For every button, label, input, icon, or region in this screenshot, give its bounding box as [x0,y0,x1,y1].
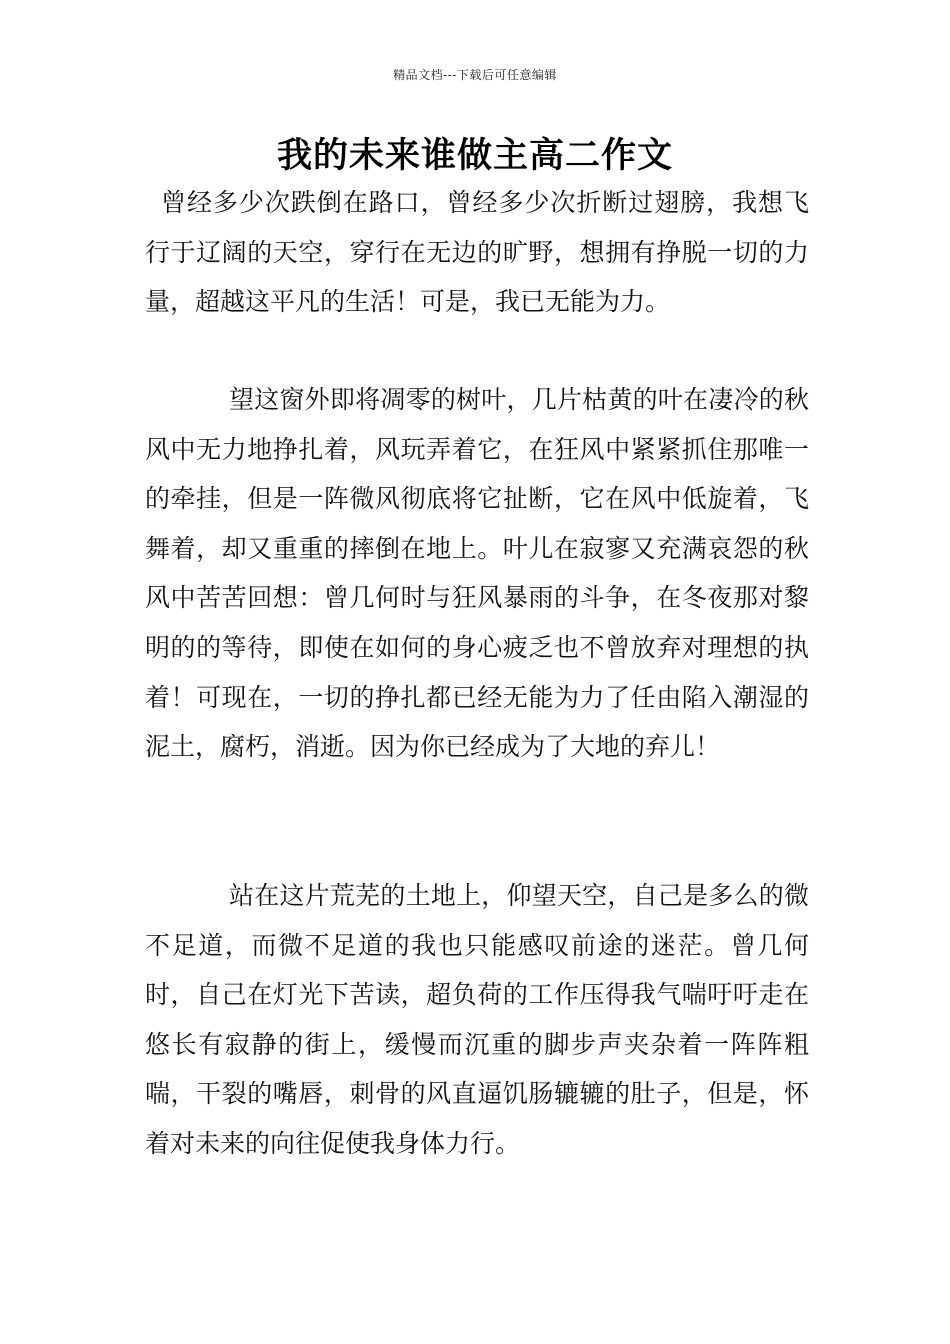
paragraph-1: 曾经多少次跌倒在路口，曾经多少次折断过翅膀，我想飞行于辽阔的天空，穿行在无边的旷野，想拥有挣脱一切的力量，超越这平凡的生活！可是，我已无能为力。 [145,188,809,317]
paragraph-2: 望这窗外即将凋零的树叶，几片枯黄的叶在凄冷的秋风中无力地挣扎着，风玩弄着它，在狂风中紧紧抓住那唯一的牵挂，但是一阵微风彻底将它扯断，它在风中低旋着，飞舞着，却又重重的摔倒在地上。叶儿在寂寥又充满哀怨的秋风中苦苦回想：曾几何时与狂风暴雨的斗争，在冬夜那对黎明的的等待，即使在如何的身心疲乏也不曾放弃对理想的执着！可现在，一切的挣扎都已经无能为力了任由陷入潮湿的泥土，腐朽，消逝。因为你已经成为了大地的弃儿！ [145,385,809,762]
header-note: 精品文档---下载后可任意编辑 [393,68,557,82]
document-title: 我的未来谁做主高二作文 [276,136,673,176]
paragraph-3: 站在这片荒芜的土地上，仰望天空，自己是多么的微不足道，而微不足道的我也只能感叹前途的迷茫。曾几何时，自己在灯光下苦读，超负荷的工作压得我气喘吁吁走在悠长有寂静的街上，缓慢而沉重的脚步声夹杂着一阵阵粗喘，干裂的嘴唇，刺骨的风直逼饥肠辘辘的肚子，但是，怀着对未来的向往促使我身体力行。 [145,881,809,1158]
